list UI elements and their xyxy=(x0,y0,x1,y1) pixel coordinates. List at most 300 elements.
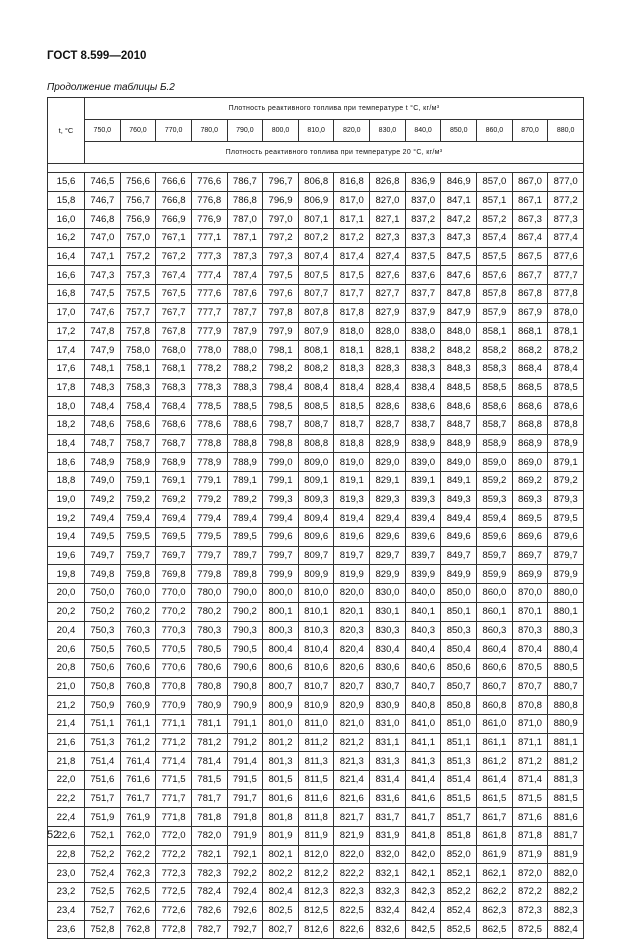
density-cell: 800,6 xyxy=(263,658,299,677)
density-cell: 871,5 xyxy=(512,789,548,808)
density-cell: 781,2 xyxy=(191,733,227,752)
density-cell: 861,5 xyxy=(477,789,513,808)
density-cell: 847,3 xyxy=(441,229,477,248)
density-cell: 751,7 xyxy=(85,789,121,808)
density-cell: 841,8 xyxy=(405,827,441,846)
density-cell: 838,6 xyxy=(405,397,441,416)
density-cell: 819,0 xyxy=(334,453,370,472)
density-cell: 777,7 xyxy=(191,303,227,322)
density-cell: 780,3 xyxy=(191,621,227,640)
density-cell: 880,8 xyxy=(548,696,584,715)
density-cell: 878,2 xyxy=(548,341,584,360)
density-cell: 750,3 xyxy=(85,621,121,640)
density-cell: 802,5 xyxy=(263,901,299,920)
density-cell: 849,1 xyxy=(441,472,477,491)
density-cell: 859,9 xyxy=(477,565,513,584)
density-cell: 767,4 xyxy=(156,266,192,285)
density-cell: 759,4 xyxy=(120,509,156,528)
density-cell: 868,6 xyxy=(512,397,548,416)
density-cell: 762,6 xyxy=(120,901,156,920)
density-cell: 827,0 xyxy=(370,191,406,210)
density-cell: 782,1 xyxy=(191,845,227,864)
row-temperature: 21,2 xyxy=(48,696,85,715)
density-cell: 828,3 xyxy=(370,359,406,378)
density-cell: 768,3 xyxy=(156,378,192,397)
density-cell: 810,3 xyxy=(298,621,334,640)
density-cell: 789,8 xyxy=(227,565,263,584)
density-cell: 791,1 xyxy=(227,714,263,733)
density-cell: 857,8 xyxy=(477,285,513,304)
density-cell: 808,7 xyxy=(298,415,334,434)
density-cell: 767,1 xyxy=(156,229,192,248)
row-temperature: 21,8 xyxy=(48,752,85,771)
density-cell: 879,5 xyxy=(548,509,584,528)
density-cell: 842,5 xyxy=(405,920,441,939)
density-cell: 769,7 xyxy=(156,546,192,565)
density-cell: 858,9 xyxy=(477,434,513,453)
density-cell: 792,7 xyxy=(227,920,263,939)
density-cell: 869,6 xyxy=(512,528,548,547)
table-row xyxy=(48,845,584,864)
density-cell: 837,3 xyxy=(405,229,441,248)
density-cell: 749,2 xyxy=(85,490,121,509)
density-cell: 877,6 xyxy=(548,247,584,266)
head-footer: Плотность реактивного топлива при температуре 20 °С, кг/м³ xyxy=(85,142,584,164)
table-row xyxy=(48,434,584,453)
row-temperature: 18,8 xyxy=(48,472,85,491)
density-cell: 840,8 xyxy=(405,696,441,715)
table-row xyxy=(48,602,584,621)
density-cell: 788,8 xyxy=(227,434,263,453)
density-cell: 760,3 xyxy=(120,621,156,640)
row-temperature: 22,6 xyxy=(48,827,85,846)
density-cell: 752,5 xyxy=(85,883,121,902)
table-row xyxy=(48,528,584,547)
density-cell: 786,7 xyxy=(227,173,263,192)
density-cell: 848,9 xyxy=(441,434,477,453)
density-cell: 860,3 xyxy=(477,621,513,640)
density-cell: 808,8 xyxy=(298,434,334,453)
density-cell: 807,7 xyxy=(298,285,334,304)
row-temperature: 18,2 xyxy=(48,415,85,434)
density-cell: 791,5 xyxy=(227,771,263,790)
density-cell: 809,4 xyxy=(298,509,334,528)
density-cell: 820,0 xyxy=(334,584,370,603)
row-temperature: 19,2 xyxy=(48,509,85,528)
row-temperature: 20,6 xyxy=(48,640,85,659)
density-cell: 852,5 xyxy=(441,920,477,939)
table-row xyxy=(48,285,584,304)
density-cell: 800,7 xyxy=(263,677,299,696)
density-cell: 881,1 xyxy=(548,733,584,752)
density-cell: 847,9 xyxy=(441,303,477,322)
density-cell: 752,4 xyxy=(85,864,121,883)
density-cell: 782,0 xyxy=(191,827,227,846)
density-cell: 828,1 xyxy=(370,341,406,360)
table-row xyxy=(48,864,584,883)
density-cell: 837,0 xyxy=(405,191,441,210)
density-cell: 827,6 xyxy=(370,266,406,285)
density-cell: 847,1 xyxy=(441,191,477,210)
density-cell: 769,1 xyxy=(156,472,192,491)
density-cell: 777,6 xyxy=(191,285,227,304)
density-cell: 771,5 xyxy=(156,771,192,790)
density-cell: 819,6 xyxy=(334,528,370,547)
density-cell: 788,5 xyxy=(227,397,263,416)
density-cell: 751,4 xyxy=(85,752,121,771)
density-cell: 778,0 xyxy=(191,341,227,360)
table-row xyxy=(48,247,584,266)
density-cell: 752,8 xyxy=(85,920,121,939)
density-cell: 768,7 xyxy=(156,434,192,453)
density-cell: 767,5 xyxy=(156,285,192,304)
row-temperature: 19,8 xyxy=(48,565,85,584)
density-cell: 792,6 xyxy=(227,901,263,920)
row-temperature: 19,0 xyxy=(48,490,85,509)
density-cell: 872,2 xyxy=(512,883,548,902)
density-cell: 788,9 xyxy=(227,453,263,472)
density-cell: 868,4 xyxy=(512,359,548,378)
density-cell: 812,2 xyxy=(298,864,334,883)
density-cell: 749,4 xyxy=(85,509,121,528)
density-cell: 860,7 xyxy=(477,677,513,696)
density-cell: 867,7 xyxy=(512,266,548,285)
density-cell: 827,1 xyxy=(370,210,406,229)
density-cell: 766,9 xyxy=(156,210,192,229)
density-cell: 830,9 xyxy=(370,696,406,715)
density-cell: 879,9 xyxy=(548,565,584,584)
row-temperature: 15,6 xyxy=(48,173,85,192)
density-cell: 881,2 xyxy=(548,752,584,771)
density-cell: 758,9 xyxy=(120,453,156,472)
density-cell: 871,8 xyxy=(512,827,548,846)
density-cell: 837,9 xyxy=(405,303,441,322)
density-cell: 761,4 xyxy=(120,752,156,771)
density-cell: 839,9 xyxy=(405,565,441,584)
density-cell: 800,4 xyxy=(263,640,299,659)
density-cell: 872,5 xyxy=(512,920,548,939)
density-cell: 787,9 xyxy=(227,322,263,341)
density-cell: 828,0 xyxy=(370,322,406,341)
head-title: Плотность реактивного топлива при температуре t °С, кг/м³ xyxy=(85,98,584,120)
density-cell: 781,7 xyxy=(191,789,227,808)
density-cell: 836,9 xyxy=(405,173,441,192)
density-cell: 871,1 xyxy=(512,733,548,752)
density-cell: 861,7 xyxy=(477,808,513,827)
density-cell: 842,0 xyxy=(405,845,441,864)
density-cell: 760,5 xyxy=(120,640,156,659)
density-cell: 777,1 xyxy=(191,229,227,248)
density-cell: 810,1 xyxy=(298,602,334,621)
row-temperature: 20,0 xyxy=(48,584,85,603)
density-cell: 829,3 xyxy=(370,490,406,509)
density-cell: 840,7 xyxy=(405,677,441,696)
density-cell: 877,3 xyxy=(548,210,584,229)
density-cell: 757,0 xyxy=(120,229,156,248)
table-row xyxy=(48,565,584,584)
density-cell: 779,4 xyxy=(191,509,227,528)
density-cell: 780,9 xyxy=(191,696,227,715)
density-cell: 820,6 xyxy=(334,658,370,677)
density-cell: 847,5 xyxy=(441,247,477,266)
density-cell: 790,2 xyxy=(227,602,263,621)
density-cell: 852,4 xyxy=(441,901,477,920)
density-cell: 746,8 xyxy=(85,210,121,229)
table-row xyxy=(48,472,584,491)
density-cell: 750,9 xyxy=(85,696,121,715)
density-cell: 821,6 xyxy=(334,789,370,808)
density-cell: 811,2 xyxy=(298,733,334,752)
density-cell: 830,7 xyxy=(370,677,406,696)
density-cell: 778,5 xyxy=(191,397,227,416)
density-cell: 766,6 xyxy=(156,173,192,192)
density-cell: 822,0 xyxy=(334,845,370,864)
density-cell: 831,1 xyxy=(370,733,406,752)
density-cell: 882,4 xyxy=(548,920,584,939)
density-cell: 776,8 xyxy=(191,191,227,210)
density-cell: 768,6 xyxy=(156,415,192,434)
row-temperature: 22,4 xyxy=(48,808,85,827)
density-cell: 857,4 xyxy=(477,229,513,248)
density-cell: 860,4 xyxy=(477,640,513,659)
table-row xyxy=(48,752,584,771)
table-row xyxy=(48,546,584,565)
density-cell: 840,6 xyxy=(405,658,441,677)
density-cell: 822,3 xyxy=(334,883,370,902)
density-cell: 810,4 xyxy=(298,640,334,659)
density-cell: 777,3 xyxy=(191,247,227,266)
density-cell: 811,0 xyxy=(298,714,334,733)
density-cell: 838,2 xyxy=(405,341,441,360)
density-cell: 877,0 xyxy=(548,173,584,192)
table-row xyxy=(48,415,584,434)
density-cell: 828,7 xyxy=(370,415,406,434)
table-row xyxy=(48,714,584,733)
table-row xyxy=(48,191,584,210)
row-temperature: 18,6 xyxy=(48,453,85,472)
density-cell: 791,7 xyxy=(227,789,263,808)
density-cell: 782,7 xyxy=(191,920,227,939)
row-temperature: 17,2 xyxy=(48,322,85,341)
table-row xyxy=(48,621,584,640)
density-cell: 797,3 xyxy=(263,247,299,266)
temperature-cell: 880,0 xyxy=(548,120,584,142)
density-cell: 801,6 xyxy=(263,789,299,808)
density-cell: 857,1 xyxy=(477,191,513,210)
density-cell: 787,3 xyxy=(227,247,263,266)
density-cell: 798,4 xyxy=(263,378,299,397)
density-cell: 802,4 xyxy=(263,883,299,902)
density-cell: 801,5 xyxy=(263,771,299,790)
density-cell: 780,0 xyxy=(191,584,227,603)
temperature-cell: 830,0 xyxy=(370,120,406,142)
density-cell: 842,4 xyxy=(405,901,441,920)
page-number: 52 xyxy=(47,829,60,841)
density-cell: 772,3 xyxy=(156,864,192,883)
density-cell: 820,9 xyxy=(334,696,370,715)
density-cell: 782,4 xyxy=(191,883,227,902)
density-cell: 762,2 xyxy=(120,845,156,864)
density-cell: 849,4 xyxy=(441,509,477,528)
table-row xyxy=(48,677,584,696)
density-cell: 838,0 xyxy=(405,322,441,341)
density-cell: 758,7 xyxy=(120,434,156,453)
density-cell: 797,2 xyxy=(263,229,299,248)
density-cell: 862,1 xyxy=(477,864,513,883)
density-cell: 841,0 xyxy=(405,714,441,733)
density-cell: 807,8 xyxy=(298,303,334,322)
density-cell: 800,0 xyxy=(263,584,299,603)
density-cell: 791,8 xyxy=(227,808,263,827)
table-row xyxy=(48,920,584,939)
density-cell: 757,8 xyxy=(120,322,156,341)
density-cell: 879,7 xyxy=(548,546,584,565)
density-cell: 799,7 xyxy=(263,546,299,565)
table-row xyxy=(48,901,584,920)
density-cell: 819,7 xyxy=(334,546,370,565)
density-cell: 752,2 xyxy=(85,845,121,864)
density-cell: 859,4 xyxy=(477,509,513,528)
density-cell: 760,9 xyxy=(120,696,156,715)
density-cell: 849,9 xyxy=(441,565,477,584)
density-cell: 839,4 xyxy=(405,509,441,528)
row-temperature: 16,6 xyxy=(48,266,85,285)
density-cell: 849,0 xyxy=(441,453,477,472)
density-cell: 806,8 xyxy=(298,173,334,192)
density-cell: 788,3 xyxy=(227,378,263,397)
density-cell: 768,4 xyxy=(156,397,192,416)
density-cell: 867,9 xyxy=(512,303,548,322)
density-cell: 878,6 xyxy=(548,397,584,416)
density-cell: 861,2 xyxy=(477,752,513,771)
row-temperature: 16,2 xyxy=(48,229,85,248)
density-cell: 850,0 xyxy=(441,584,477,603)
density-cell: 832,0 xyxy=(370,845,406,864)
density-cell: 801,3 xyxy=(263,752,299,771)
density-cell: 796,9 xyxy=(263,191,299,210)
density-cell: 828,4 xyxy=(370,378,406,397)
density-cell: 799,0 xyxy=(263,453,299,472)
density-cell: 828,9 xyxy=(370,434,406,453)
density-cell: 879,3 xyxy=(548,490,584,509)
density-cell: 780,5 xyxy=(191,640,227,659)
density-cell: 770,6 xyxy=(156,658,192,677)
density-cell: 822,6 xyxy=(334,920,370,939)
density-cell: 828,6 xyxy=(370,397,406,416)
density-cell: 870,7 xyxy=(512,677,548,696)
density-cell: 880,4 xyxy=(548,640,584,659)
density-cell: 870,0 xyxy=(512,584,548,603)
density-cell: 830,3 xyxy=(370,621,406,640)
row-temperature: 20,2 xyxy=(48,602,85,621)
density-cell: 831,0 xyxy=(370,714,406,733)
density-cell: 747,9 xyxy=(85,341,121,360)
row-temperature: 22,2 xyxy=(48,789,85,808)
density-cell: 878,0 xyxy=(548,303,584,322)
document-header: ГОСТ 8.599—2010 xyxy=(47,50,147,62)
density-cell: 812,3 xyxy=(298,883,334,902)
density-cell: 858,3 xyxy=(477,359,513,378)
density-cell: 769,8 xyxy=(156,565,192,584)
temperature-cell: 800,0 xyxy=(263,120,299,142)
density-cell: 862,3 xyxy=(477,901,513,920)
density-cell: 851,7 xyxy=(441,808,477,827)
density-cell: 751,9 xyxy=(85,808,121,827)
density-cell: 788,0 xyxy=(227,341,263,360)
density-cell: 790,8 xyxy=(227,677,263,696)
density-cell: 781,1 xyxy=(191,714,227,733)
density-cell: 789,7 xyxy=(227,546,263,565)
density-cell: 827,4 xyxy=(370,247,406,266)
density-cell: 871,9 xyxy=(512,845,548,864)
density-cell: 821,7 xyxy=(334,808,370,827)
density-cell: 831,3 xyxy=(370,752,406,771)
density-cell: 850,8 xyxy=(441,696,477,715)
density-cell: 869,9 xyxy=(512,565,548,584)
density-cell: 878,4 xyxy=(548,359,584,378)
density-cell: 852,2 xyxy=(441,883,477,902)
density-cell: 830,1 xyxy=(370,602,406,621)
density-cell: 860,8 xyxy=(477,696,513,715)
density-cell: 779,8 xyxy=(191,565,227,584)
density-cell: 779,7 xyxy=(191,546,227,565)
density-cell: 857,9 xyxy=(477,303,513,322)
density-cell: 777,4 xyxy=(191,266,227,285)
density-cell: 761,2 xyxy=(120,733,156,752)
density-cell: 818,4 xyxy=(334,378,370,397)
density-cell: 839,6 xyxy=(405,528,441,547)
density-cell: 857,5 xyxy=(477,247,513,266)
density-cell: 810,6 xyxy=(298,658,334,677)
density-cell: 758,3 xyxy=(120,378,156,397)
density-cell: 851,0 xyxy=(441,714,477,733)
density-cell: 790,5 xyxy=(227,640,263,659)
density-cell: 807,9 xyxy=(298,322,334,341)
table-row xyxy=(48,378,584,397)
density-cell: 782,6 xyxy=(191,901,227,920)
density-cell: 870,8 xyxy=(512,696,548,715)
density-cell: 800,9 xyxy=(263,696,299,715)
density-cell: 831,4 xyxy=(370,771,406,790)
density-cell: 869,0 xyxy=(512,453,548,472)
density-cell: 771,7 xyxy=(156,789,192,808)
density-cell: 790,0 xyxy=(227,584,263,603)
density-cell: 848,7 xyxy=(441,415,477,434)
row-temperature: 16,0 xyxy=(48,210,85,229)
density-cell: 752,7 xyxy=(85,901,121,920)
density-cell: 791,2 xyxy=(227,733,263,752)
density-cell: 759,5 xyxy=(120,528,156,547)
table-row xyxy=(48,303,584,322)
density-cell: 841,6 xyxy=(405,789,441,808)
temperature-row xyxy=(48,120,584,142)
temperature-cell: 760,0 xyxy=(120,120,156,142)
row-temperature: 22,8 xyxy=(48,845,85,864)
density-cell: 871,2 xyxy=(512,752,548,771)
density-cell: 811,8 xyxy=(298,808,334,827)
density-cell: 881,5 xyxy=(548,789,584,808)
density-cell: 787,4 xyxy=(227,266,263,285)
row-temperature: 17,8 xyxy=(48,378,85,397)
temperature-cell: 870,0 xyxy=(512,120,548,142)
density-cell: 760,2 xyxy=(120,602,156,621)
temperature-cell: 780,0 xyxy=(191,120,227,142)
density-cell: 797,0 xyxy=(263,210,299,229)
table-row xyxy=(48,490,584,509)
density-cell: 846,9 xyxy=(441,173,477,192)
row-temperature: 19,4 xyxy=(48,528,85,547)
row-temperature: 20,8 xyxy=(48,658,85,677)
